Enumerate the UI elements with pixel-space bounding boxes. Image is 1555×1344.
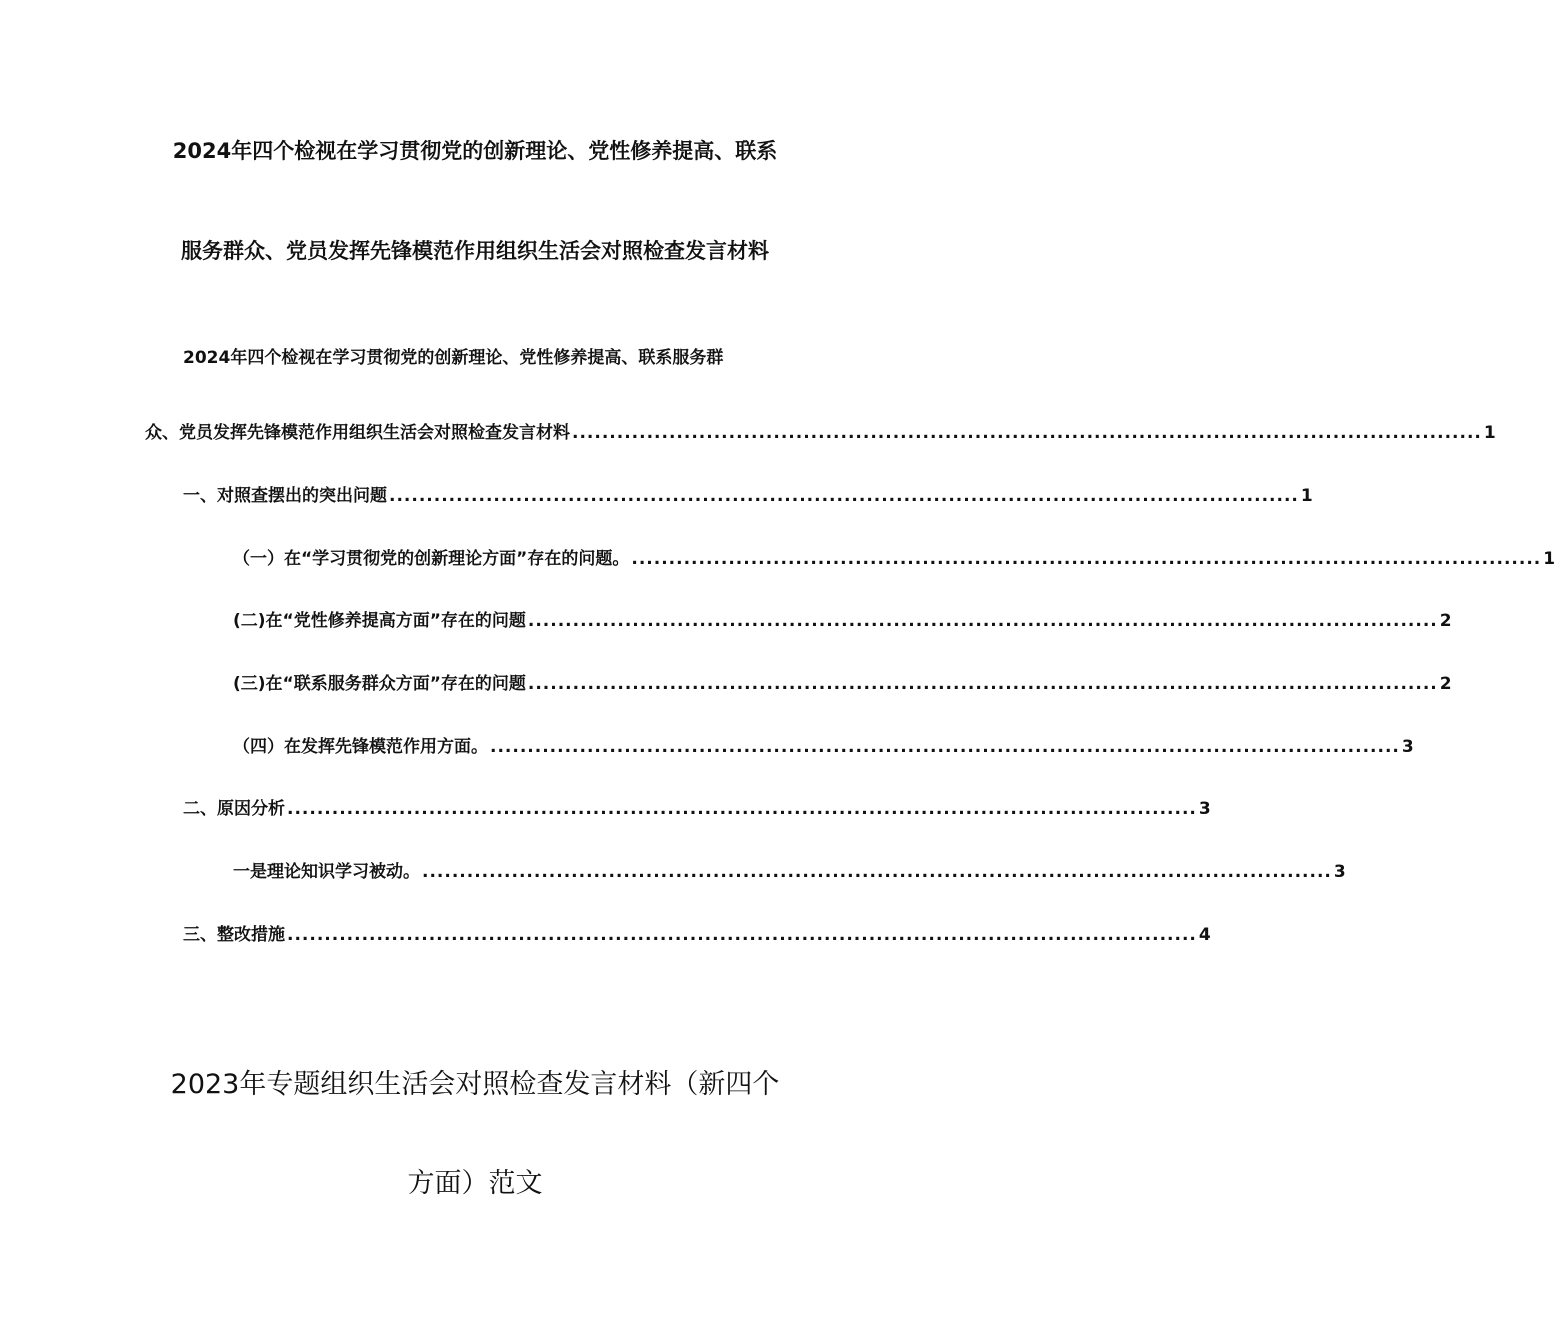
toc-entry-text: 一、对照查摆出的突出问题 [183,486,387,506]
toc-page-number: 1 [1483,423,1496,443]
toc-leader-dots: .......................................................................................................................... [490,737,1400,757]
toc-leader-dots: .......................................................................................................................... [287,799,1197,819]
toc-entry-main-line1[interactable]: 2024年四个检视在学习贯彻党的创新理论、党性修养提高、联系服务群 [183,348,724,368]
toc-entry-text: （四）在发挥先锋模范作用方面。 [233,737,488,757]
toc-entry-section-3[interactable] [183,923,1211,947]
toc-page-number: 3 [1333,862,1346,882]
toc-page-number: 2 [1439,611,1452,631]
toc-leader-dots: .......................................................................................................................... [527,611,1438,631]
toc-entry-subsection-5[interactable] [233,860,1346,884]
toc-leader-dots: .......................................................................................................................... [527,674,1438,694]
toc-page-number: 2 [1439,674,1452,694]
toc-leader-dots: .......................................................................................................................... [422,862,1332,882]
toc-entry-text: 众、党员发挥先锋模范作用组织生活会对照检查发言材料 [145,423,570,443]
second-document-title-line2: 方面）范文 [407,1168,543,1199]
toc-leader-dots: .......................................................................................................................... [572,423,1482,443]
document-title-line1: 2024年四个检视在学习贯彻党的创新理论、党性修养提高、联系 [172,139,778,163]
toc-entry-text: 一是理论知识学习被动。 [233,862,420,882]
toc-entry-subsection-1[interactable] [233,547,1555,571]
toc-page-number: 1 [1300,486,1313,506]
toc-entry-subsection-3[interactable] [233,672,1452,696]
toc-leader-dots: .......................................................................................................................... [631,549,1542,569]
toc-entry-section-1[interactable] [183,484,1313,508]
toc-page-number: 3 [1198,799,1211,819]
toc-page-number: 3 [1401,737,1414,757]
toc-entry-text: (三)在“联系服务群众方面”存在的问题 [233,674,526,694]
toc-entry-subsection-2[interactable] [233,609,1452,633]
document-title-line2: 服务群众、党员发挥先锋模范作用组织生活会对照检查发言材料 [181,239,769,263]
toc-leader-dots: .......................................................................................................................... [389,486,1299,506]
toc-leader-dots: .......................................................................................................................... [287,925,1197,945]
toc-page-number: 1 [1543,549,1555,569]
toc-entry-section-2[interactable] [183,797,1211,821]
toc-entry-text: （一）在“学习贯彻党的创新理论方面”存在的问题。 [233,549,630,569]
toc-entry-text: 三、整改措施 [183,925,285,945]
toc-page-number: 4 [1198,925,1211,945]
toc-entry-main-line2[interactable] [145,421,1496,445]
second-document-title-line1: 2023年专题组织生活会对照检查发言材料（新四个 [170,1069,780,1100]
toc-entry-subsection-4[interactable] [233,735,1414,759]
toc-entry-text: 二、原因分析 [183,799,285,819]
toc-entry-text: (二)在“党性修养提高方面”存在的问题 [233,611,526,631]
